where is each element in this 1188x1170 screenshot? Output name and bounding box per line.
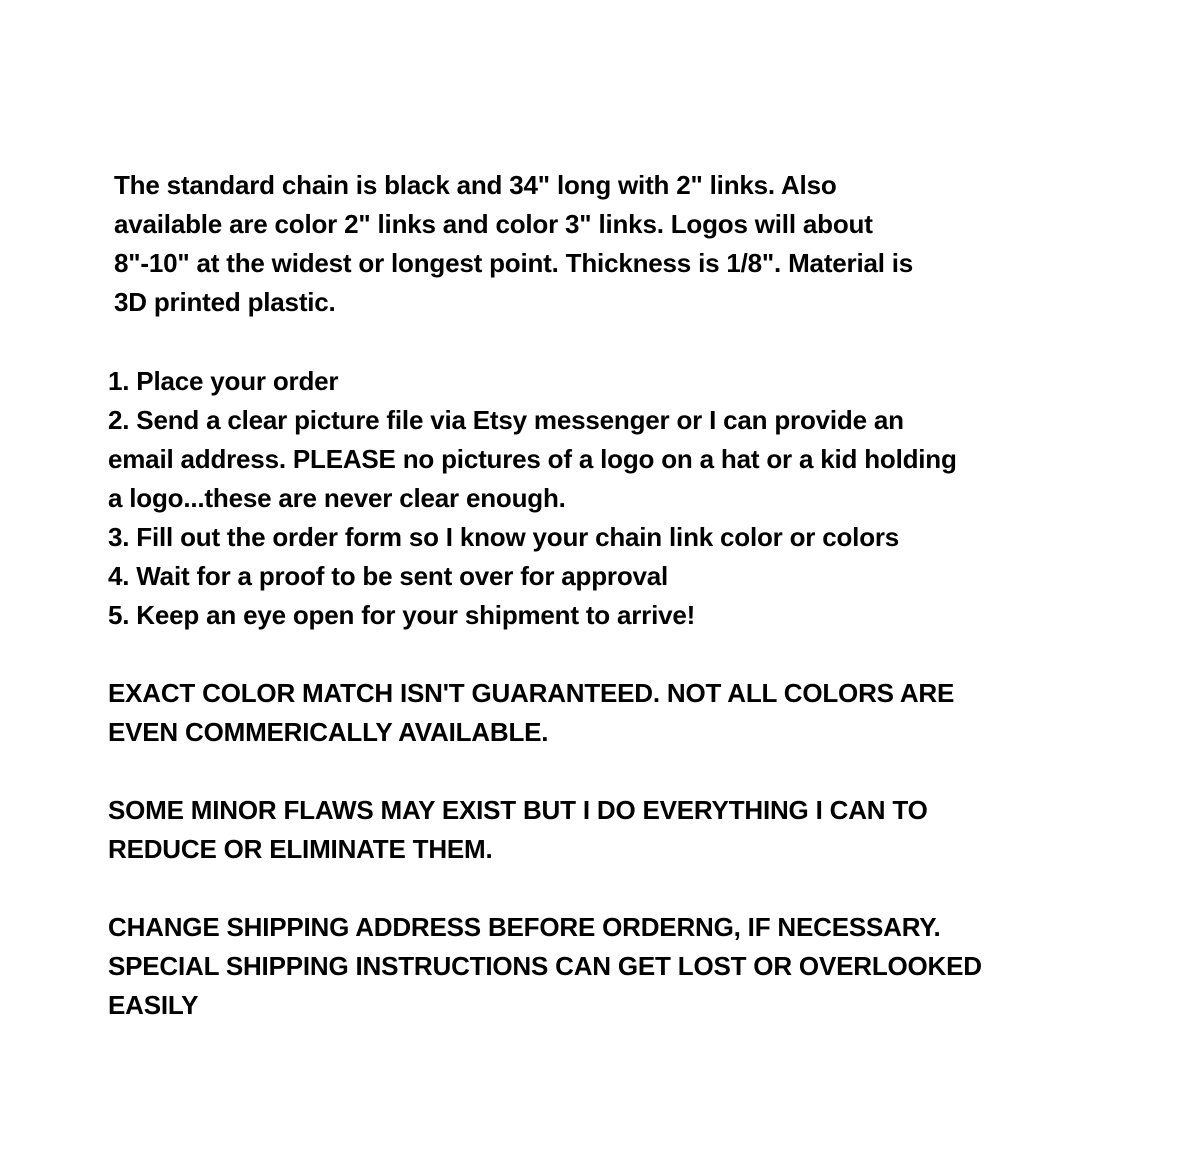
- step-line: 2. Send a clear picture file via Etsy messenger or I can provide an: [108, 405, 904, 435]
- step-line: email address. PLEASE no pictures of a logo on a hat or a kid holding: [108, 444, 957, 474]
- notice-line: EASILY: [108, 990, 199, 1020]
- step-line: a logo...these are never clear enough.: [108, 483, 566, 513]
- notice-line: EVEN COMMERICALLY AVAILABLE.: [108, 717, 549, 747]
- notice-line: SOME MINOR FLAWS MAY EXIST BUT I DO EVERYTHING I CAN TO: [108, 795, 928, 825]
- notice-line: SPECIAL SHIPPING INSTRUCTIONS CAN GET LOST OR OVERLOOKED: [108, 951, 982, 981]
- step-line: 1. Place your order: [108, 366, 339, 396]
- intro-line: 3D printed plastic.: [114, 287, 336, 317]
- intro-line: 8"-10" at the widest or longest point. Thickness is 1/8". Material is: [114, 248, 914, 278]
- step-line: 4. Wait for a proof to be sent over for approval: [108, 561, 669, 591]
- notice-line: EXACT COLOR MATCH ISN'T GUARANTEED. NOT ALL COLORS ARE: [108, 678, 955, 708]
- notice-line: REDUCE OR ELIMINATE THEM.: [108, 834, 493, 864]
- notice-line: CHANGE SHIPPING ADDRESS BEFORE ORDERNG, IF NECESSARY.: [108, 912, 941, 942]
- step-line: 5. Keep an eye open for your shipment to arrive!: [108, 600, 696, 630]
- intro-line: The standard chain is black and 34" long with 2" links. Also: [114, 170, 837, 200]
- intro-line: available are color 2" links and color 3" links. Logos will about: [114, 209, 873, 239]
- step-line: 3. Fill out the order form so I know your chain link color or colors: [108, 522, 900, 552]
